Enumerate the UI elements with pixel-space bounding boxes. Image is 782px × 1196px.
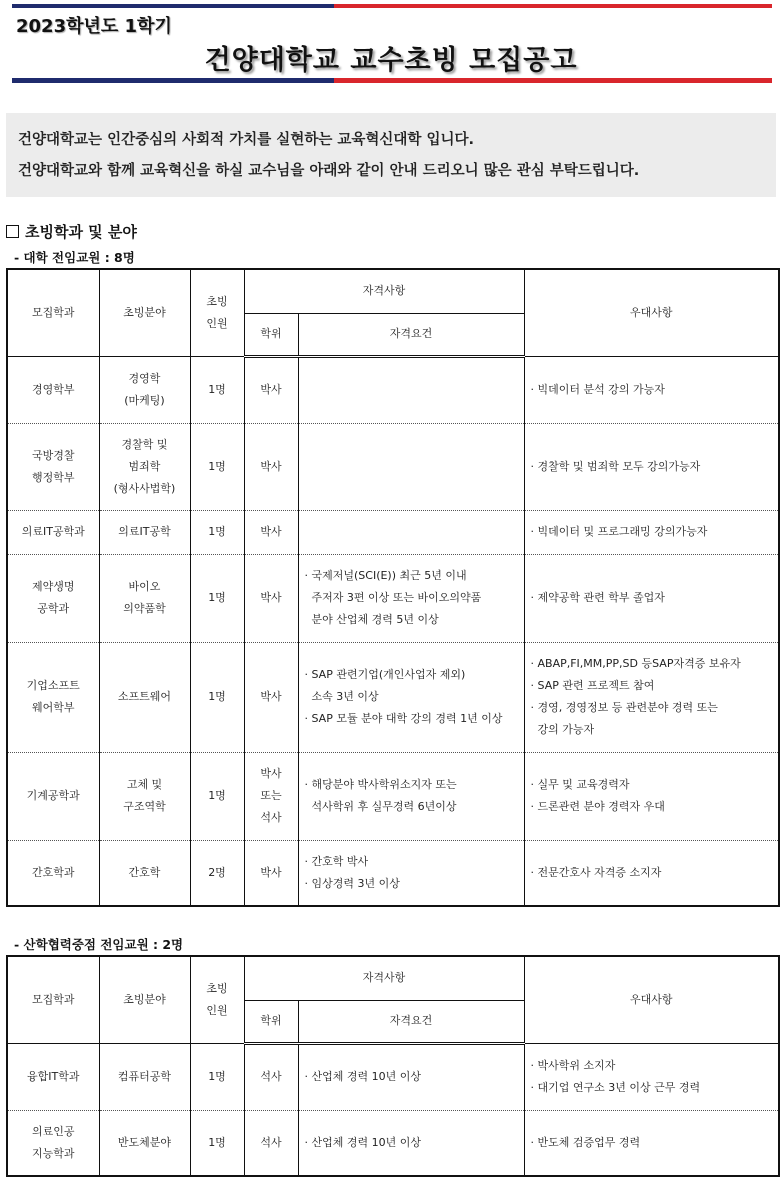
count-cell	[190, 642, 244, 752]
table-row	[7, 642, 779, 752]
requirements-line: · 간호학 박사	[304, 854, 369, 868]
table2-subtitle: - 산학협력중점 전임교원 : 2명	[14, 937, 184, 952]
requirements-line: · SAP 관련기업(개인사업자 제외)	[304, 668, 466, 681]
field-cell	[99, 840, 190, 906]
field-line: 반도체분야	[117, 1135, 172, 1149]
degree-line: 박사	[260, 383, 282, 396]
field-line: 고체 및	[126, 778, 163, 791]
requirements-cell	[298, 356, 524, 423]
preference-line: · 드론관련 분야 경력자 우대	[530, 800, 665, 813]
dept-line: 웨어학부	[31, 701, 75, 714]
preference-line: · 전문간호사 자격증 소지자	[530, 865, 662, 879]
preference-line: · SAP 관련 프로젝트 참여	[530, 679, 655, 692]
intro-line-2: 건양대학교와 함께 교육혁신을 하실 교수님을 아래와 같이 안내 드리오니 많은 관심 부탁드립니다.	[18, 163, 640, 179]
intro-line-1: 건양대학교는 인간중심의 사회적 가치를 실현하는 교육혁신대학 입니다.	[18, 132, 475, 148]
degree-line: 박사	[260, 525, 282, 538]
count-line: 1명	[208, 382, 226, 396]
table1-body	[7, 356, 779, 906]
table-row	[7, 510, 779, 554]
semester-label: 2023학년도 1학기	[16, 16, 172, 37]
preference-cell	[524, 752, 779, 840]
header-requirements: 자격요건	[298, 313, 524, 356]
field-cell	[99, 510, 190, 554]
degree-line: 석사	[260, 1070, 282, 1083]
dept-cell	[7, 840, 99, 906]
degree-line: 박사	[260, 767, 282, 780]
preference-cell	[524, 356, 779, 423]
dept-line: 공학과	[37, 602, 70, 615]
dept-line: 행정학부	[31, 470, 75, 484]
degree-cell	[244, 752, 298, 840]
requirements-line: · 임상경력 3년 이상	[304, 876, 400, 890]
field-line: 경영학	[128, 371, 161, 385]
field-line: (형사사법학)	[113, 481, 176, 495]
table-row	[7, 554, 779, 642]
count-cell	[190, 752, 244, 840]
preference-line: · 경찰학 및 범죄학 모두 강의가능자	[530, 459, 701, 473]
count-cell	[190, 840, 244, 906]
requirements-cell	[298, 642, 524, 752]
header-count: 초빙 인원	[190, 269, 244, 356]
count-cell	[190, 510, 244, 554]
requirements-cell	[298, 423, 524, 510]
count-line: 1명	[208, 1135, 226, 1149]
top-color-bar	[12, 4, 772, 8]
preference-line: · 빅데이터 및 프로그래밍 강의가능자	[530, 525, 708, 538]
dept-cell	[7, 642, 99, 752]
field-line: 컴퓨터공학	[117, 1069, 172, 1083]
preference-line: · ABAP,FI,MM,PP,SD 등SAP자격증 보유자	[530, 657, 741, 670]
requirements-cell	[298, 1043, 524, 1110]
header-field: 초빙분야	[99, 269, 190, 356]
field-line: 의료IT공학	[118, 525, 171, 538]
table-row	[7, 423, 779, 510]
requirements-line: 분야 산업체 경력 5년 이상	[304, 613, 439, 626]
field-cell	[99, 554, 190, 642]
header-qualifications: 자격사항	[244, 956, 524, 1000]
preference-line: · 빅데이터 분석 강의 가능자	[530, 382, 665, 396]
count-line: 2명	[208, 865, 226, 879]
table-row	[7, 356, 779, 423]
requirements-line: 주저자 3편 이상 또는 바이오의약품	[304, 591, 482, 604]
field-cell	[99, 752, 190, 840]
requirements-line: · 산업체 경력 10년 이상	[304, 1070, 421, 1083]
requirements-line: · 국제저널(SCI(E)) 최근 5년 이내	[304, 569, 467, 582]
requirements-cell	[298, 752, 524, 840]
table2-body	[7, 1043, 779, 1176]
recruitment-table-faculty	[6, 268, 780, 907]
page-title: 건양대학교 교수초빙 모집공고	[204, 45, 578, 76]
header-qualifications: 자격사항	[244, 269, 524, 313]
count-cell	[190, 423, 244, 510]
dept-line: 융합IT학과	[27, 1069, 80, 1083]
count-line: 1명	[208, 1069, 226, 1083]
dept-line: 기업소프트	[26, 679, 80, 692]
count-line: 1명	[208, 459, 226, 473]
checkbox-icon	[6, 225, 19, 238]
preference-line: · 제약공학 관련 학부 졸업자	[530, 591, 665, 604]
requirements-cell	[298, 554, 524, 642]
dept-line: 의료IT공학과	[21, 525, 85, 538]
degree-line: 석사	[260, 811, 282, 824]
requirements-line: · 산업체 경력 10년 이상	[304, 1135, 421, 1149]
degree-line: 박사	[260, 865, 282, 879]
recruitment-table-industry	[6, 955, 780, 1177]
requirements-line: 소속 3년 이상	[304, 690, 379, 703]
header-degree: 학위	[244, 313, 298, 356]
preference-cell	[524, 423, 779, 510]
count-line: 1명	[208, 789, 226, 802]
field-line: 범죄학	[128, 459, 161, 473]
dept-cell	[7, 1043, 99, 1110]
field-cell	[99, 1043, 190, 1110]
dept-line: 국방경찰	[31, 448, 75, 462]
intro-box	[6, 113, 776, 197]
preference-line: · 대기업 연구소 3년 이상 근무 경력	[530, 1080, 701, 1094]
dept-cell	[7, 356, 99, 423]
degree-line: 박사	[260, 459, 282, 473]
dept-line: 간호학과	[31, 865, 75, 879]
field-line: 소프트웨어	[117, 690, 172, 703]
header	[0, 0, 782, 90]
dept-line: 경영학부	[31, 382, 75, 396]
degree-line: 또는	[260, 789, 282, 802]
field-line: 바이오	[128, 580, 161, 593]
degree-cell	[244, 356, 298, 423]
field-line: 의약품학	[123, 602, 166, 615]
dept-cell	[7, 752, 99, 840]
bottom-color-bar	[12, 78, 772, 83]
table-row	[7, 840, 779, 906]
count-cell	[190, 554, 244, 642]
preference-cell	[524, 510, 779, 554]
preference-line: · 반도체 검증업무 경력	[530, 1135, 641, 1149]
preference-line: · 박사학위 소지자	[530, 1058, 616, 1072]
header-degree: 학위	[244, 1000, 298, 1043]
degree-line: 박사	[260, 591, 282, 604]
degree-cell	[244, 1110, 298, 1176]
dept-cell	[7, 510, 99, 554]
count-cell	[190, 356, 244, 423]
dept-cell	[7, 423, 99, 510]
header-dept: 모집학과	[7, 956, 99, 1043]
degree-cell	[244, 1043, 298, 1110]
count-cell	[190, 1043, 244, 1110]
field-line: 경찰학 및	[121, 437, 168, 451]
header-count: 초빙 인원	[190, 956, 244, 1043]
degree-cell	[244, 554, 298, 642]
count-line: 1명	[208, 591, 226, 604]
dept-line: 의료인공	[31, 1124, 75, 1138]
header-field: 초빙분야	[99, 956, 190, 1043]
requirements-line: · 해당분야 박사학위소지자 또는	[304, 778, 457, 791]
table1-subtitle: - 대학 전임교원 : 8명	[14, 250, 135, 265]
section-title	[6, 221, 137, 242]
count-line: 1명	[208, 525, 226, 538]
dept-line: 제약생명	[31, 580, 75, 593]
preference-line: · 실무 및 교육경력자	[530, 778, 630, 791]
field-line: (마케팅)	[124, 393, 165, 407]
dept-line: 지능학과	[31, 1146, 75, 1160]
table-row	[7, 1110, 779, 1176]
header-dept: 모집학과	[7, 269, 99, 356]
preference-cell	[524, 840, 779, 906]
field-cell	[99, 356, 190, 423]
preference-cell	[524, 554, 779, 642]
preference-cell	[524, 1043, 779, 1110]
degree-line: 석사	[260, 1135, 282, 1149]
dept-cell	[7, 554, 99, 642]
preference-cell	[524, 642, 779, 752]
requirements-cell	[298, 840, 524, 906]
header-requirements: 자격요건	[298, 1000, 524, 1043]
preference-cell	[524, 1110, 779, 1176]
dept-cell	[7, 1110, 99, 1176]
field-line: 구조역학	[123, 800, 166, 813]
field-cell	[99, 423, 190, 510]
requirements-cell	[298, 510, 524, 554]
header-preference: 우대사항	[524, 956, 779, 1043]
requirements-cell	[298, 1110, 524, 1176]
requirements-line: · SAP 모듈 분야 대학 강의 경력 1년 이상	[304, 712, 503, 725]
degree-line: 박사	[260, 690, 282, 703]
count-line: 1명	[208, 690, 226, 703]
preference-line: 강의 가능자	[530, 723, 595, 736]
degree-cell	[244, 840, 298, 906]
count-cell	[190, 1110, 244, 1176]
degree-cell	[244, 510, 298, 554]
table-row	[7, 752, 779, 840]
field-cell	[99, 642, 190, 752]
dept-line: 기계공학과	[26, 789, 80, 802]
degree-cell	[244, 642, 298, 752]
requirements-line: 석사학위 후 실무경력 6년이상	[304, 800, 457, 813]
header-preference: 우대사항	[524, 269, 779, 356]
field-cell	[99, 1110, 190, 1176]
field-line: 간호학	[128, 865, 161, 879]
section-title-text: 초빙학과 및 분야	[25, 223, 137, 241]
table-row	[7, 1043, 779, 1110]
degree-cell	[244, 423, 298, 510]
preference-line: · 경영, 경영정보 등 관련분야 경력 또는	[530, 701, 718, 714]
